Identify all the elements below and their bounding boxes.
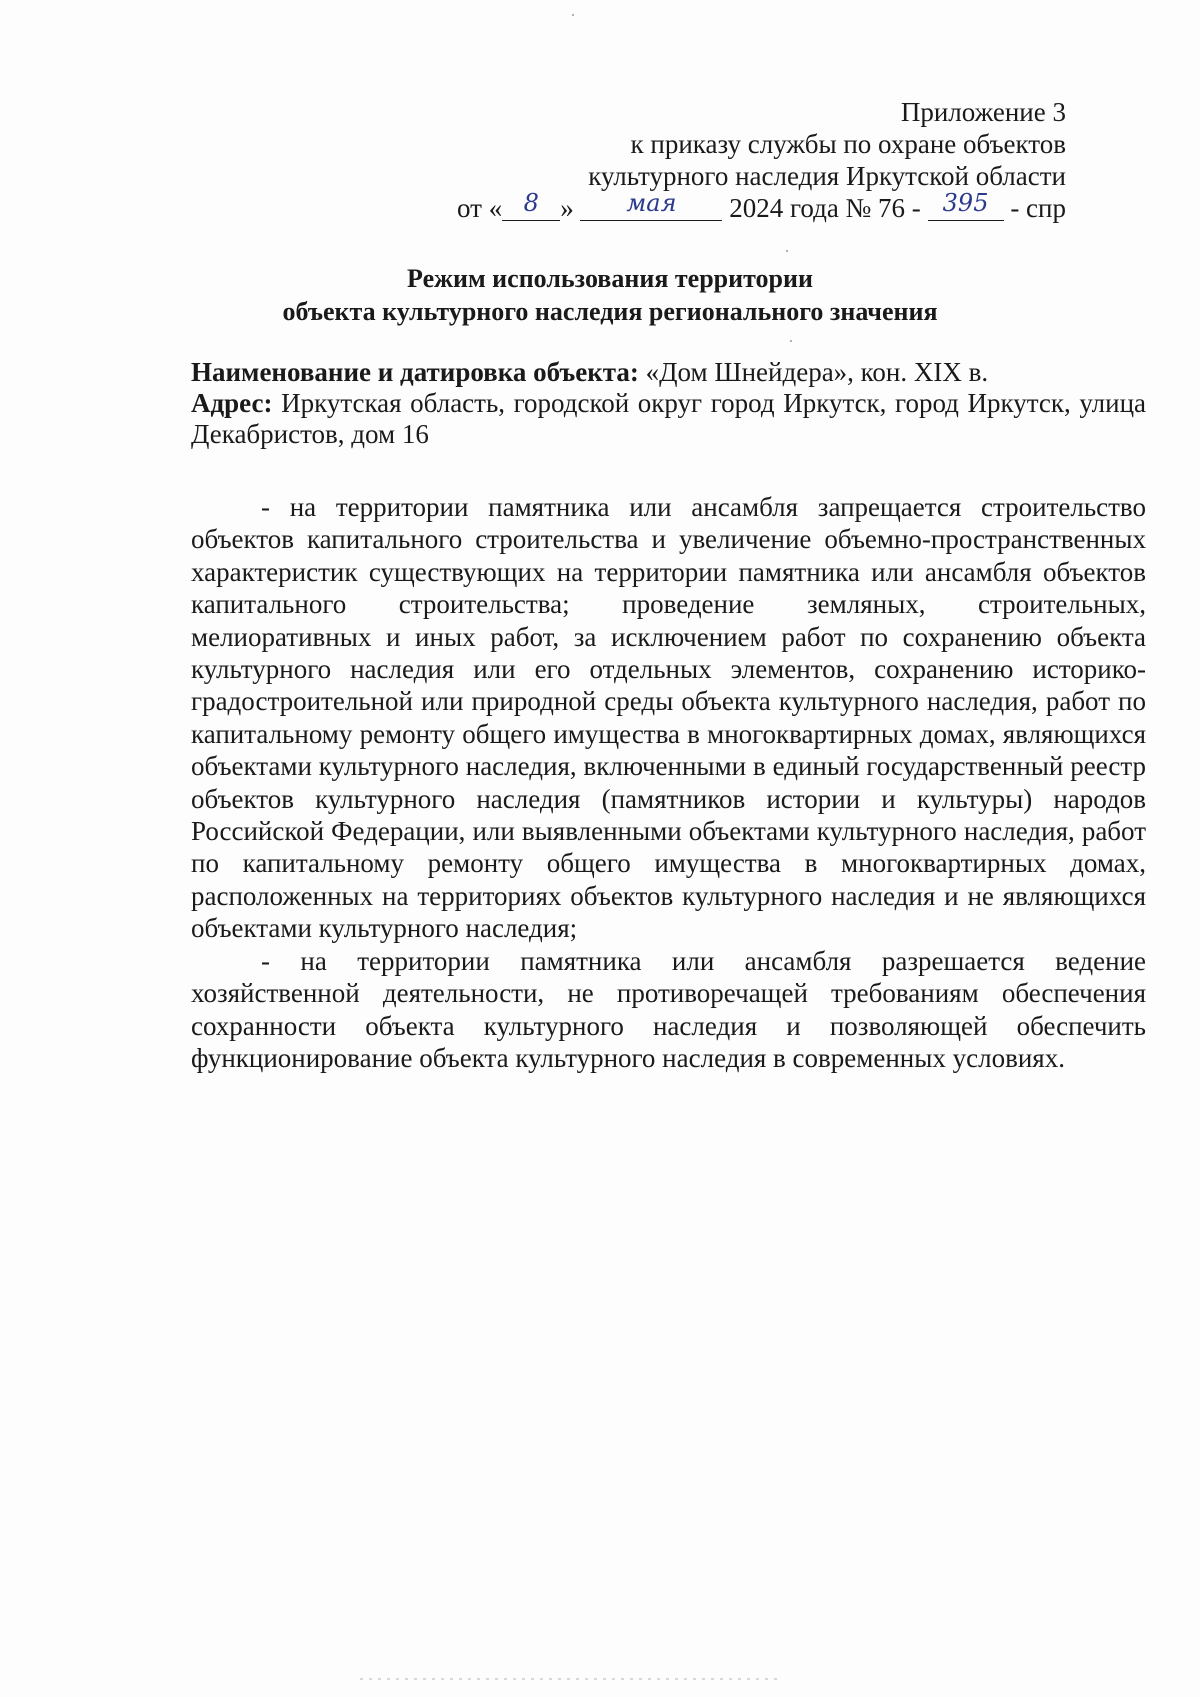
title-line-1: Режим использования территории [407, 264, 813, 293]
order-number-blank [928, 189, 1004, 221]
scan-artifact-bottom [360, 1678, 780, 1680]
object-details [191, 357, 1146, 450]
object-address-row [191, 388, 1146, 450]
regime-text [191, 491, 1146, 1074]
document-title [180, 262, 1040, 328]
scan-artifact [790, 340, 792, 342]
order-day-handwritten: 8 [523, 189, 539, 217]
order-year-text: 2024 года № 76 - [729, 193, 921, 223]
appendix-number: Приложение 3 [900, 97, 1066, 127]
scan-artifact [786, 250, 788, 252]
permissions-paragraph: - на территории памятника или ансамбля разрешается ведение хозяйственной деятельности, не противоречащей требованиям обеспечения сохранности объекта культурного наследия и позволяющей обеспечить функционирование объекта культурного наследия в современных условиях. [191, 945, 1146, 1073]
order-date-number [457, 189, 1066, 224]
object-address-label: Адрес: [191, 388, 273, 418]
appendix-order-ref: к приказу службы по охране объектов [630, 129, 1066, 159]
scan-artifact [572, 14, 574, 16]
title-line-2: объекта культурного наследия регионального значения [282, 297, 938, 326]
order-day-blank [502, 189, 560, 221]
order-suffix: - спр [1010, 193, 1066, 223]
order-month-blank [580, 189, 722, 221]
order-prefix: от « [457, 193, 503, 223]
order-month-handwritten: мая [626, 189, 677, 217]
prohibitions-paragraph: - на территории памятника или ансамбля запрещается строительство объектов капитального строительства и увеличение объемно-пространственных характеристик существующих на территории памятника или ансамбля объектов капитального строительства; проведение земляных, строительных, мелиоративных и иных работ, за исключением работ по сохранению объекта культурного наследия или его отдельных элементов, сохранению историко-градостроительной или природной среды объекта культурного наследия, работ по капитальному ремонту общего имущества в многоквартирных домах, являющихся объектами культурного наследия, включенными в единый государственный реестр объектов культурного наследия (памятников истории и культуры) народов Российской Федерации, или выявленными объектами культурного наследия, работ по капитальному ремонту общего имущества в многоквартирных домах, расположенных на территориях объектов культурного наследия и не являющихся объектами культурного наследия; [191, 492, 1146, 944]
order-after-day: » [560, 193, 574, 223]
order-number-handwritten: 395 [942, 189, 989, 217]
appendix-authority: культурного наследия Иркутской области [588, 161, 1066, 191]
object-name-label: Наименование и датировка объекта: [191, 357, 639, 387]
appendix-header [457, 96, 1066, 224]
object-name-row [191, 357, 1146, 388]
object-address-value: Иркутская область, городской округ город Иркутск, город Иркутск, улица Декабристов, дом 16 [191, 388, 1147, 449]
object-name-value: «Дом Шнейдера», кон. XIX в. [645, 357, 989, 387]
